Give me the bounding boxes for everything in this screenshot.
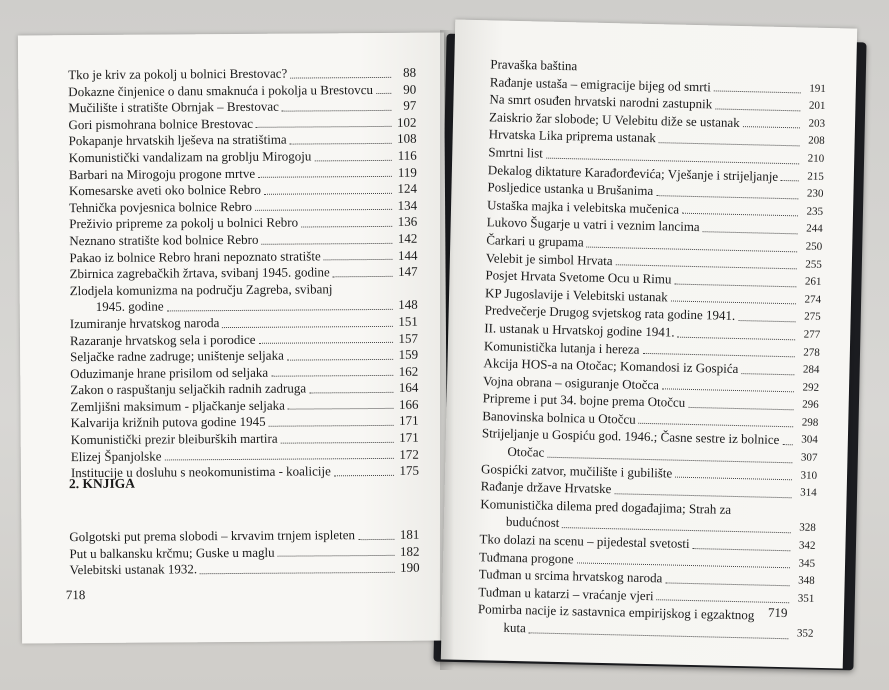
- dot-leader: [692, 548, 790, 551]
- toc-entry-title: Velebit je simbol Hrvata: [485, 249, 613, 268]
- toc-entry-page: 348: [798, 574, 815, 588]
- dot-leader: [714, 91, 801, 94]
- toc-entry-title: Banovinska bolnica u Otočcu: [482, 408, 636, 427]
- toc-entry-page: 175: [399, 462, 419, 479]
- toc-entry-page: 136: [397, 214, 418, 230]
- toc-entry-page: 166: [398, 396, 419, 412]
- toc-entry-title: Elizej Španjolske: [70, 448, 162, 464]
- toc-entry-title: Tehnička povjesnica bolnice Rebro: [69, 198, 252, 215]
- dot-leader: [614, 493, 791, 498]
- toc-entry-title: Zlodjela komunizma na području Zagreba, svibanj: [69, 281, 333, 298]
- dot-leader: [741, 373, 794, 375]
- toc-entry-page: 134: [397, 197, 418, 213]
- toc-entry-page: 148: [398, 297, 418, 313]
- toc-entry-page: 215: [807, 170, 824, 183]
- dot-leader: [677, 336, 795, 340]
- toc-entry-title: Tuđman u katarzi – vraćanje vjeri: [478, 584, 654, 603]
- toc-entry-title: Golgotski put prema slobodi – krvavim trnjem ispleten: [69, 527, 356, 545]
- dot-leader: [715, 108, 800, 111]
- dot-leader: [743, 126, 800, 128]
- toc-entry-page: 274: [804, 293, 822, 306]
- toc-entry-title: Izumiranje hrvatskog naroda: [69, 315, 220, 332]
- dot-leader: [282, 110, 392, 112]
- toc-entry-title: Gospićki zatvor, mučilište i gubilište: [480, 460, 673, 481]
- toc-entry-title: Rađanje države Hrvatske: [480, 478, 612, 497]
- toc-entry-page: 296: [802, 398, 819, 412]
- book2-toc-list: [69, 527, 419, 579]
- toc-entry-page: 230: [806, 187, 824, 201]
- dot-leader: [309, 392, 393, 394]
- dot-leader: [674, 283, 796, 287]
- toc-entry-title: Barbari na Mirogoju progone mrtve: [68, 165, 256, 182]
- dot-leader: [781, 180, 799, 181]
- toc-entry-title: Razaranje hrvatskog sela i porodice: [69, 331, 256, 348]
- dot-leader: [288, 408, 394, 410]
- toc-entry-page: 277: [803, 328, 821, 341]
- toc-entry-title: Pravaška baština: [490, 56, 578, 74]
- toc-entry-title: Gori pismohrana bolnice Brestovac: [68, 115, 254, 132]
- dot-leader: [615, 264, 796, 269]
- toc-entry-page: 255: [805, 258, 822, 271]
- toc-entry-title: Tuđmana progone: [478, 548, 574, 566]
- toc-entry-title: Institucije u dosluhu s neokomunistima - koalicije: [70, 463, 331, 481]
- toc-entry-title: Kalvarija križnih putova godine 1945: [70, 414, 266, 431]
- toc-entry-page: 142: [397, 230, 418, 246]
- toc-entry-title: Komunistički vandalizam na groblju Mirogoju: [68, 148, 312, 166]
- toc-entry-title: Komunistička dilema pred događajima; Strah za: [480, 496, 732, 517]
- toc-entry-page: 203: [808, 117, 826, 130]
- toc-entry-page: 162: [398, 363, 419, 379]
- toc-entry-title: Hrvatska Lika priprema ustanak: [488, 126, 656, 146]
- toc-entry-page: 261: [804, 275, 822, 289]
- toc-entry-title: Pripreme i put 34. bojne prema Otočcu: [482, 390, 686, 411]
- dot-leader: [682, 213, 798, 217]
- toc-entry-page: 147: [397, 263, 418, 279]
- toc-entry-title: Komunistička lutanja i hereza: [483, 337, 640, 357]
- toc-entry-page: 210: [807, 152, 825, 165]
- left-toc-list: [68, 65, 419, 482]
- dot-leader: [358, 538, 394, 539]
- page-number-right: 719: [767, 604, 788, 621]
- toc-entry-page: 307: [800, 451, 818, 464]
- dot-leader: [271, 375, 393, 377]
- dot-leader: [269, 425, 394, 427]
- dot-leader: [529, 632, 789, 639]
- toc-entry-title: Rađanje ustaša – emigracije bijeg od smrti: [489, 73, 711, 94]
- dot-leader: [164, 458, 393, 461]
- dot-leader: [671, 301, 796, 305]
- toc-entry-title: Zaiskrio žar slobode; U Velebitu diže se ustanak: [488, 109, 740, 130]
- dot-leader: [376, 93, 391, 94]
- dot-leader: [662, 389, 794, 393]
- toc-entry-page: 157: [398, 330, 419, 346]
- dot-leader: [688, 407, 793, 410]
- toc-entry-title: 1945. godine: [95, 298, 164, 315]
- dot-leader: [333, 276, 393, 277]
- toc-entry-page: 235: [806, 205, 824, 218]
- toc-entry-title: Lukovo Šugarje u vatri i veznim lancima: [486, 214, 700, 235]
- toc-entry-title: Velebitski ustanak 1932.: [69, 561, 198, 578]
- toc-entry-title: Posjet Hrvata Svetome Ocu u Rimu: [485, 267, 672, 287]
- toc-entry-page: 250: [805, 240, 823, 253]
- toc-entry-page: 182: [399, 543, 420, 559]
- toc-entry-page: 328: [799, 521, 816, 535]
- dot-leader: [200, 572, 395, 574]
- dot-leader: [657, 600, 790, 604]
- toc-entry-title: Dekalog diktature Karađorđevića; Vješanje i strijeljanje: [487, 161, 779, 184]
- toc-entry-title: II. ustanak u Hrvatskoj godine 1941.: [484, 320, 675, 340]
- toc-entry-page: 298: [801, 416, 819, 429]
- dot-leader: [314, 159, 391, 161]
- dot-leader: [639, 423, 794, 428]
- toc-entry-page: 171: [399, 429, 419, 445]
- toc-entry-page: 181: [399, 526, 420, 542]
- toc-entry-page: 208: [808, 134, 825, 148]
- toc-entry-title: Preživio pripreme za pokolj u bolnici Rebro: [69, 214, 299, 232]
- dot-leader: [290, 143, 392, 145]
- dot-leader: [264, 193, 392, 195]
- toc-entry-title: Pokapanje hrvatskih lješeva na stratištima: [68, 131, 287, 149]
- toc-entry-title: Na smrt osuđen hrvatski narodni zastupnik: [489, 91, 713, 112]
- toc-entry-page: 90: [403, 81, 417, 97]
- toc-entry-page: 351: [797, 592, 815, 605]
- dot-leader: [334, 475, 394, 476]
- toc-entry-title: Tuđman u srcima hrvatskog naroda: [478, 566, 663, 586]
- toc-entry-title: Dokazne činjenice o danu smaknuća i pokolja u Brestovcu: [68, 81, 374, 99]
- toc-entry-title: Oduzimanje hrane prisilom od seljaka: [70, 364, 269, 381]
- toc-entry-title: Predvečerje Drugog svjetskog rata godine 1941.: [484, 302, 736, 324]
- toc-entry-page: 275: [804, 310, 821, 324]
- toc-entry-title: Smrtni list: [488, 144, 544, 161]
- toc-entry-page: 124: [397, 180, 418, 197]
- toc-entry-title: Neznano stratište kod bolnice Rebro: [69, 231, 259, 249]
- dot-leader: [738, 320, 795, 322]
- toc-entry-title: Pomirba nacije iz sastavnica empirijskog i egzaktnog: [477, 601, 755, 623]
- toc-entry-page: 352: [796, 627, 814, 640]
- toc-entry-page: 278: [803, 346, 820, 359]
- toc-entry-page: 108: [397, 131, 417, 147]
- toc-entry-title: budućnost: [505, 514, 560, 531]
- toc-entry-page: 314: [800, 486, 817, 500]
- toc-entry-page: 151: [398, 313, 418, 329]
- toc-entry-page: 310: [800, 469, 818, 482]
- toc-entry-title: Tko dolazi na scenu – pijedestal svetosti: [479, 531, 690, 552]
- dot-leader: [301, 226, 392, 228]
- dot-leader: [656, 195, 798, 199]
- toc-entry-title: Vojna obrana – osiguranje Otočca: [482, 372, 660, 392]
- dot-leader: [278, 555, 395, 557]
- toc-entry-title: Strijeljanje u Gospiću god. 1946.; Časne sestre iz bolnice: [481, 425, 780, 448]
- toc-entry-page: 190: [400, 559, 420, 576]
- toc-entry-title: Posljedice ustanka u Brušanima: [487, 179, 654, 199]
- toc-entry-page: 304: [801, 433, 818, 447]
- dot-leader: [290, 76, 391, 78]
- toc-entry-page: 172: [399, 446, 419, 462]
- toc-entry-page: 164: [398, 379, 419, 396]
- dot-leader: [659, 142, 800, 146]
- dot-leader: [258, 176, 392, 178]
- toc-entry-page: 102: [396, 114, 417, 130]
- dot-leader: [222, 325, 393, 327]
- right-toc-list: [477, 55, 826, 643]
- dot-leader: [255, 209, 392, 211]
- toc-entry-title: Komunistički prezir bleiburških martira: [70, 430, 278, 448]
- left-page: [18, 33, 448, 644]
- toc-entry-title: Otočac: [507, 443, 545, 460]
- toc-entry-title: Zemljišni maksimum - pljačkanje seljaka: [70, 397, 285, 415]
- toc-entry-title: Ustaška majka i velebitska mučenica: [486, 197, 680, 217]
- toc-entry-title: Komesarske aveti oko bolnice Rebro: [68, 181, 262, 199]
- dot-leader: [782, 444, 793, 445]
- toc-entry-page: 191: [809, 82, 826, 95]
- dot-leader: [259, 342, 393, 344]
- toc-entry-title: Pakao iz bolnice Rebro hrani nepoznato stratište: [69, 247, 321, 265]
- dot-leader: [167, 309, 393, 312]
- toc-entry-page: 144: [397, 247, 418, 263]
- toc-entry-page: 88: [403, 64, 417, 80]
- toc-entry-page: 119: [397, 164, 417, 180]
- dot-leader: [703, 231, 798, 234]
- toc-entry-page: 284: [802, 363, 820, 376]
- toc-entry-page: 292: [802, 381, 820, 394]
- toc-entry-title: Tko je kriv za pokolj u bolnici Brestovac?: [68, 65, 288, 83]
- toc-entry-page: 97: [403, 97, 417, 113]
- dot-leader: [642, 353, 794, 357]
- toc-entry-title: Seljačke radne zadruge; uništenje seljaka: [70, 347, 284, 365]
- dot-leader: [287, 359, 393, 361]
- toc-entry-title: Akcija HOS-a na Otočac; Komandosi iz Gospića: [483, 355, 739, 377]
- toc-entry-title: KP Jugoslavije i Velebitski ustanak: [484, 284, 668, 305]
- dot-leader: [262, 242, 393, 244]
- toc-entry-page: 342: [798, 539, 816, 552]
- toc-entry-page: 116: [397, 147, 417, 163]
- dot-leader: [324, 259, 393, 260]
- toc-entry-title: Zbirnica zagrebačkih žrtava, svibanj 1945. godine: [69, 264, 330, 282]
- dot-leader: [665, 582, 789, 586]
- toc-entry-page: 244: [806, 222, 823, 236]
- book-gutter: [440, 30, 454, 670]
- toc-entry: [68, 81, 416, 100]
- toc-entry-page: 159: [398, 346, 419, 362]
- section-heading: 2. KNJIGA: [68, 475, 136, 492]
- right-page: [441, 20, 857, 669]
- toc-entry-title: Mučilište i stratište Obrnjak – Brestovac: [68, 98, 279, 116]
- dot-leader: [256, 126, 392, 128]
- page-number-left: 718: [65, 587, 86, 603]
- toc-entry-title: Zakon o raspuštanju seljačkih radnih zadruga: [70, 380, 307, 398]
- toc-entry-title: Čarkari u grupama: [486, 232, 584, 250]
- toc-entry: [70, 560, 420, 579]
- toc-entry-title: kuta: [503, 619, 527, 636]
- toc-entry-page: 171: [399, 413, 419, 429]
- toc-entry-title: Put u balkansku krčmu; Guske u maglu: [69, 544, 275, 561]
- dot-leader: [281, 442, 394, 444]
- toc-entry-page: 201: [808, 99, 826, 113]
- toc-entry-page: 345: [798, 557, 816, 570]
- dot-leader: [675, 477, 792, 481]
